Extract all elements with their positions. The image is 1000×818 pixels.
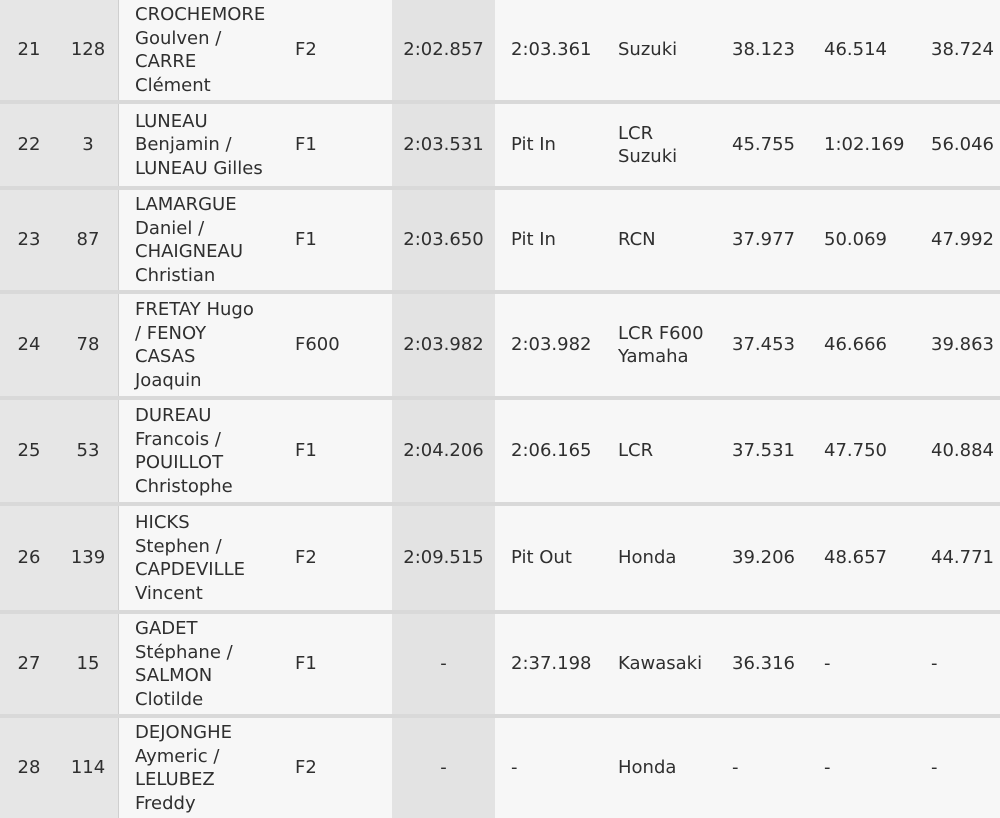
rider-names-cell-line: CARRE [135,51,197,72]
brand-cell [618,104,728,186]
bike-number-cell: 15 [76,653,100,675]
position-cell: 21 [17,39,41,61]
rider-names-cell [135,718,285,818]
best-lap-cell: 2:03.650 [403,229,484,251]
rider-names-cell-line: FRETAY Hugo [135,299,254,320]
sector-1-cell: 45.755 [732,134,795,156]
sector-1-cell: 38.123 [732,39,795,61]
rider-names-cell-line: Clotilde [135,688,204,710]
brand-cell [618,294,728,396]
rider-names-cell [135,506,285,610]
bike-number-cell: 139 [70,547,106,569]
position-cell: 25 [17,440,41,462]
last-lap-cell: Pit Out [511,547,572,569]
rider-names-cell-line: LAMARGUE [135,194,237,215]
sector-2-cell: 48.657 [824,547,887,569]
rider-names-cell [135,190,285,290]
sector-2-cell: 47.750 [824,440,887,462]
category-cell: F1 [295,440,317,462]
position-cell: 24 [17,334,41,356]
last-lap-cell: Pit In [511,229,556,251]
best-lap-cell: 2:03.531 [403,134,484,156]
last-lap-cell: 2:03.361 [511,39,592,61]
rider-names-cell-line: DUREAU [135,405,212,426]
sector-3-cell: 47.992 [931,229,994,251]
rider-names-cell-line: Clément [135,74,211,96]
last-lap-cell: - [511,757,518,779]
rider-names-cell [135,614,285,714]
sector-1-cell: - [732,757,739,779]
brand-cell [618,0,728,100]
last-lap-cell: 2:03.982 [511,334,592,356]
rider-names-cell-line: Aymeric / [135,745,220,767]
category-cell: F1 [295,229,317,251]
best-lap-cell: 2:09.515 [403,547,484,569]
brand-cell-line: Honda [618,547,677,569]
category-cell: F1 [295,653,317,675]
brand-cell-line: Suzuki [618,39,678,61]
rider-names-cell-line: Goulven / [135,27,222,49]
bike-number-cell: 3 [82,134,94,156]
rider-names-cell-line: Freddy [135,792,196,814]
table-row[interactable] [0,614,1000,718]
best-lap-cell: 2:03.982 [403,334,484,356]
category-cell: F2 [295,547,317,569]
rider-names-cell-line: CROCHEMORE [135,4,266,25]
table-row[interactable] [0,0,1000,104]
last-lap-cell: Pit In [511,134,556,156]
rider-names-cell-line: CHAIGNEAU [135,241,243,262]
rider-names-cell-line: Vincent [135,582,203,604]
position-cell: 27 [17,653,41,675]
rider-names-cell [135,294,285,396]
brand-cell-line: Kawasaki [618,653,703,675]
sector-2-cell: - [824,757,831,779]
bike-number-cell: 128 [70,39,106,61]
rider-names-cell-line: LELUBEZ [135,769,215,790]
bike-number-cell: 78 [76,334,100,356]
table-row[interactable] [0,506,1000,614]
position-cell: 22 [17,134,41,156]
rider-names-cell-line: HICKS [135,512,190,533]
sector-3-cell: 39.863 [931,334,994,356]
rider-names-cell-line: Francois / [135,428,221,450]
table-row[interactable] [0,718,1000,818]
rider-names-cell-line: LUNEAU Gilles [135,157,263,179]
rider-names-cell-line: / FENOY [135,322,207,344]
rider-names-cell-line: Joaquin [135,369,202,391]
rider-names-cell-line: Daniel / [135,217,205,239]
best-lap-cell: - [440,653,447,675]
sector-3-cell: - [931,653,938,675]
table-row[interactable] [0,104,1000,190]
position-cell: 26 [17,547,41,569]
sector-2-cell: - [824,653,831,675]
brand-cell-line: Suzuki [618,146,678,167]
sector-3-cell: 44.771 [931,547,994,569]
table-row[interactable] [0,190,1000,294]
rider-names-cell [135,400,285,502]
sector-2-cell: 46.666 [824,334,887,356]
rider-names-cell-line: Christophe [135,475,233,497]
brand-cell-line: RCN [618,229,656,251]
sector-1-cell: 37.977 [732,229,795,251]
position-cell: 23 [17,229,41,251]
best-lap-cell: - [440,757,447,779]
sector-3-cell: - [931,757,938,779]
brand-cell-line: LCR [618,122,654,144]
brand-cell-line: LCR [618,440,654,462]
brand-cell-line: Yamaha [618,346,689,367]
rider-names-cell-line: CASAS [135,346,196,367]
sector-1-cell: 37.453 [732,334,795,356]
table-row[interactable] [0,294,1000,400]
sector-1-cell: 39.206 [732,547,795,569]
rider-names-cell-line: POUILLOT [135,452,224,473]
sector-2-cell: 1:02.169 [824,134,905,156]
category-cell: F1 [295,134,317,156]
sector-3-cell: 38.724 [931,39,994,61]
brand-cell [618,400,728,502]
brand-cell [618,718,728,818]
position-cell: 28 [17,757,41,779]
brand-cell [618,614,728,714]
rider-names-cell [135,0,285,100]
rider-names-cell-line: CAPDEVILLE [135,559,246,580]
last-lap-cell: 2:06.165 [511,440,592,462]
rider-names-cell-line: Christian [135,264,216,286]
best-lap-cell: 2:04.206 [403,440,484,462]
brand-cell [618,506,728,610]
brand-cell-line: Honda [618,757,677,779]
category-cell: F2 [295,39,317,61]
best-lap-cell: 2:02.857 [403,39,484,61]
rider-names-cell-line: Benjamin / [135,134,232,156]
sector-3-cell: 40.884 [931,440,994,462]
rider-names-cell-line: GADET [135,618,198,639]
sector-2-cell: 46.514 [824,39,887,61]
sector-3-cell: 56.046 [931,134,994,156]
last-lap-cell: 2:37.198 [511,653,592,675]
sector-1-cell: 36.316 [732,653,795,675]
rider-names-cell-line: SALMON [135,665,213,686]
sector-2-cell: 50.069 [824,229,887,251]
brand-cell-line: LCR F600 [618,322,704,344]
rider-names-cell-line: LUNEAU [135,110,208,132]
bike-number-cell: 87 [76,229,100,251]
rider-names-cell-line: Stéphane / [135,641,233,663]
table-row[interactable] [0,400,1000,506]
rider-names-cell [135,104,285,186]
category-cell: F2 [295,757,317,779]
rider-names-cell-line: Stephen / [135,535,222,557]
category-cell: F600 [295,334,340,356]
sector-1-cell: 37.531 [732,440,795,462]
bike-number-cell: 53 [76,440,100,462]
brand-cell [618,190,728,290]
bike-number-cell: 114 [70,757,106,779]
rider-names-cell-line: DEJONGHE [135,722,233,743]
